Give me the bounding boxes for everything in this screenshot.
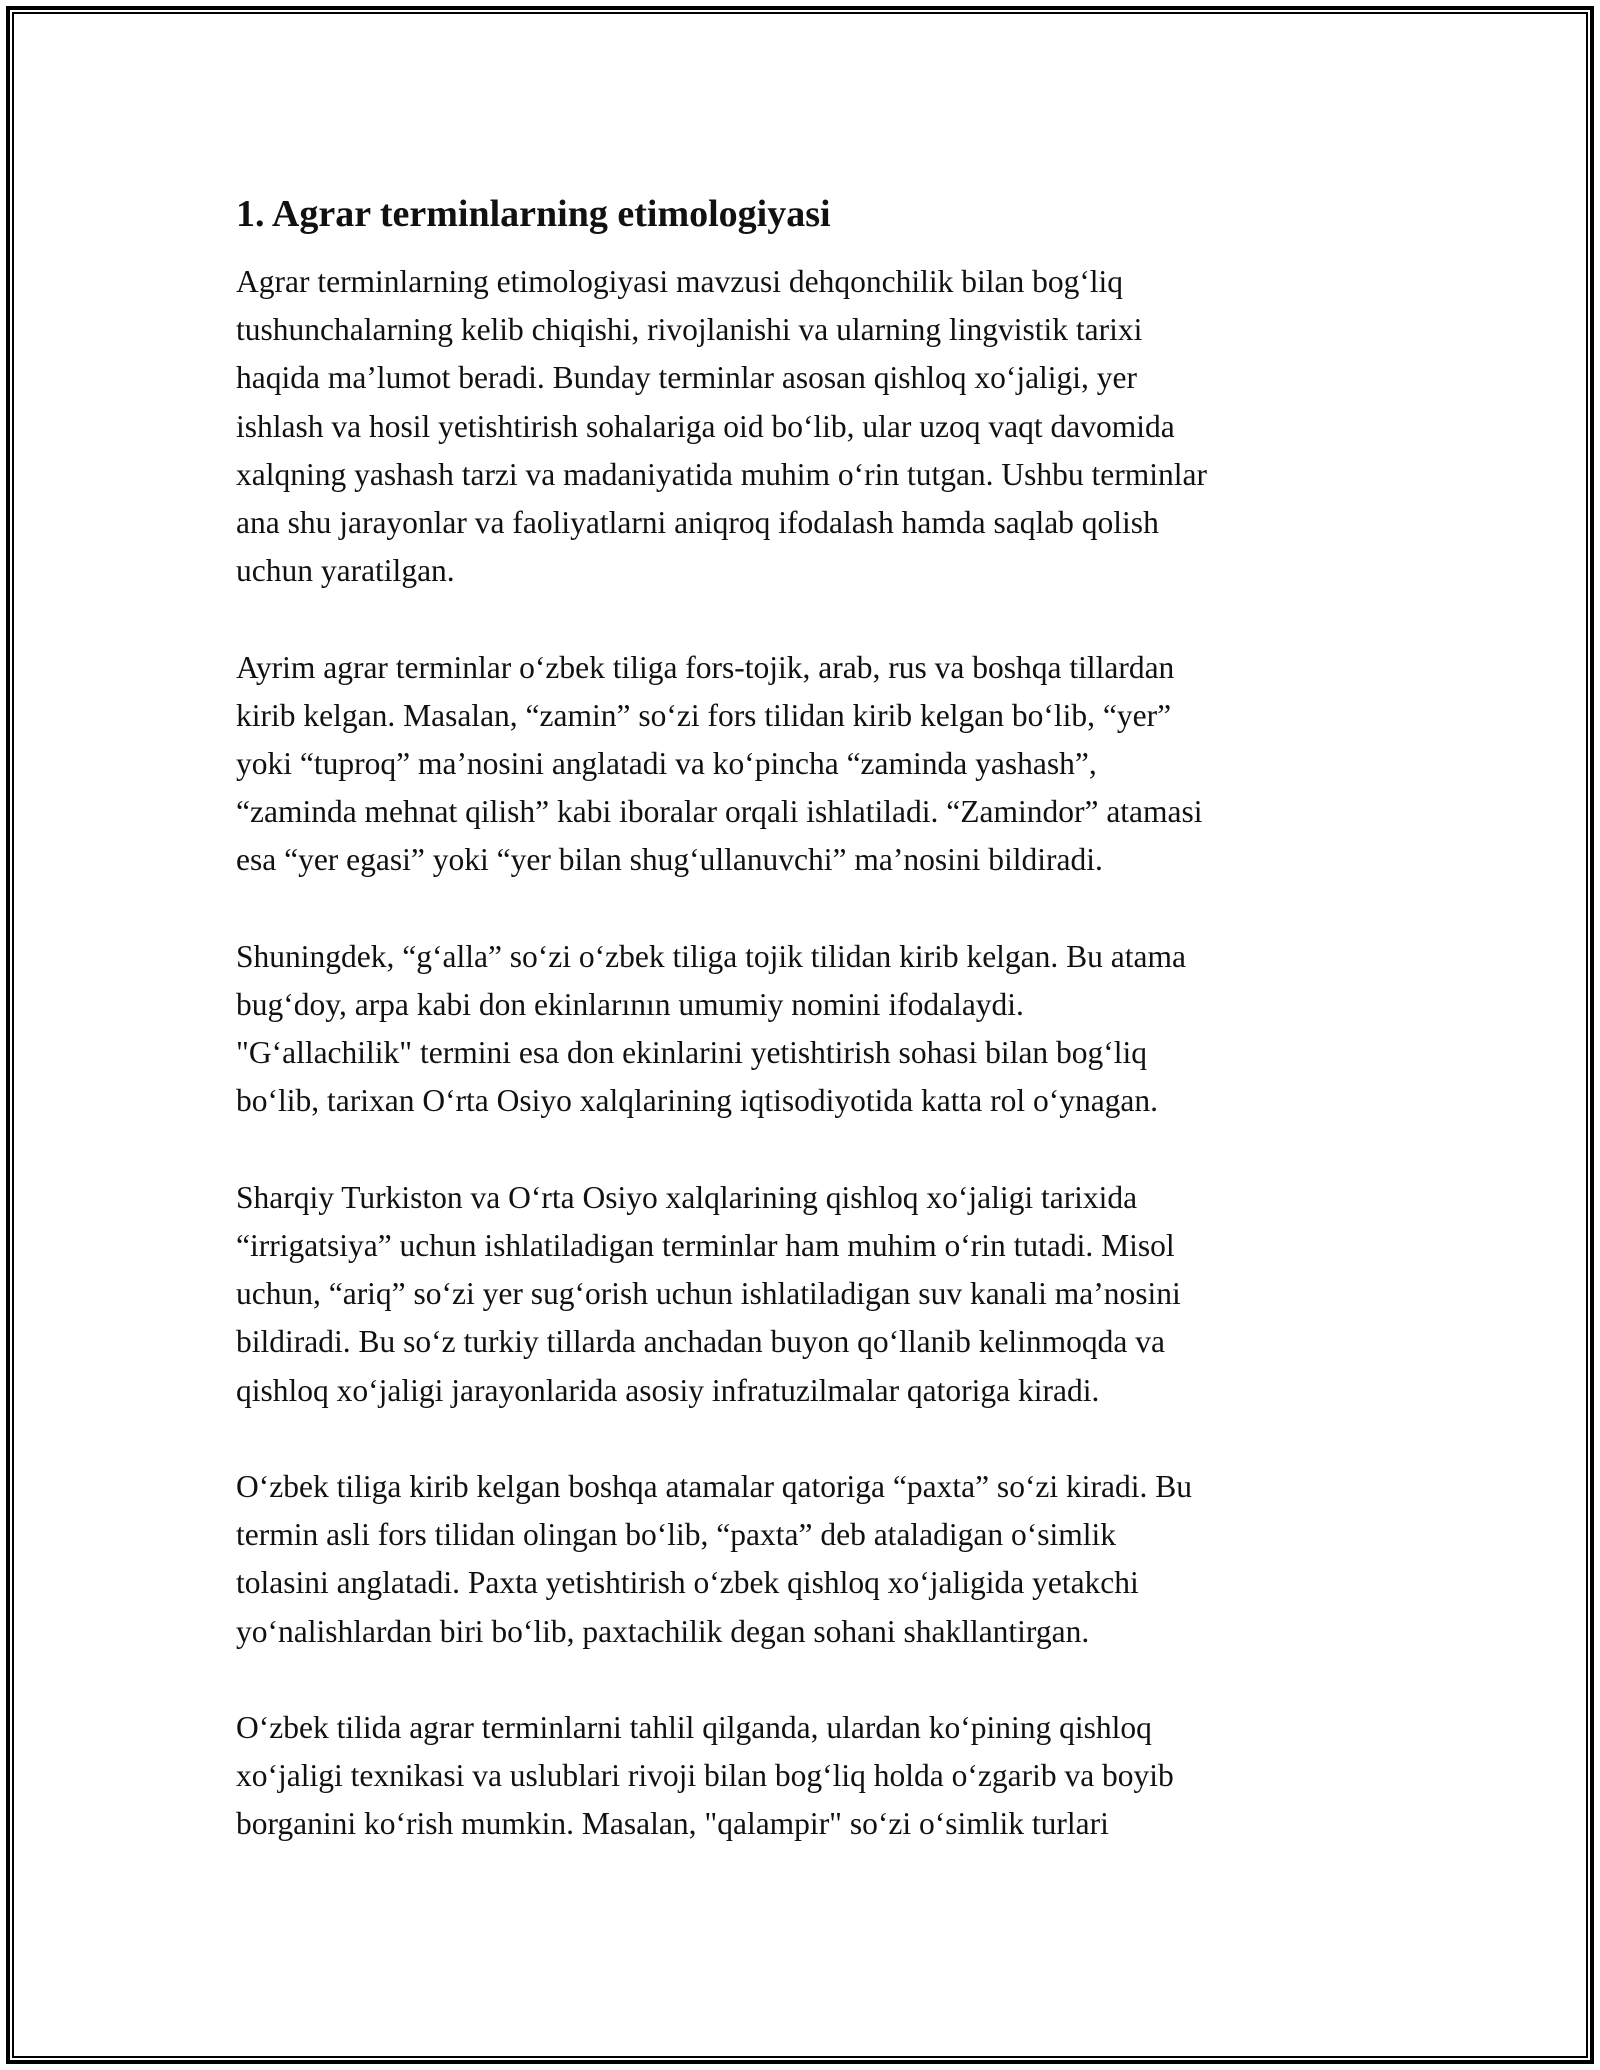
paragraph-line: “zaminda mehnat qilish” kabi iboralar orqali ishlatiladi. “Zamindor” atamasi xyxy=(236,794,1203,830)
paragraph-line: uchun yaratilgan. xyxy=(236,553,455,589)
paragraph-line: O‘zbek tilida agrar terminlarni tahlil qilganda, ulardan ko‘pining qishloq xyxy=(236,1710,1152,1746)
paragraph-line: ana shu jarayonlar va faoliyatlarni aniqroq ifodalash hamda saqlab qolish xyxy=(236,505,1159,541)
paragraph-2 xyxy=(236,644,1386,885)
paragraph-line: bo‘lib, tarixan O‘rta Osiyo xalqlarining iqtisodiyotida katta rol o‘ynagan. xyxy=(236,1083,1159,1119)
paragraph-line: ishlash va hosil yetishtirish sohalariga oid bo‘lib, ular uzoq vaqt davomida xyxy=(236,408,1175,444)
paragraph-line: “irrigatsiya” uchun ishlatiladigan terminlar ham muhim o‘rin tutadi. Misol xyxy=(236,1228,1175,1264)
document-body xyxy=(236,188,1386,1897)
section-heading: 1. Agrar terminlarning etimologiyasi xyxy=(236,193,831,235)
paragraph-line: yoki “tuproq” ma’nosini anglatadi va ko‘pincha “zaminda yashash”, xyxy=(236,746,1097,782)
paragraph-line: Ayrim agrar terminlar o‘zbek tiliga fors-tojik, arab, rus va boshqa tillardan xyxy=(236,649,1175,685)
paragraph-line: tolasini anglatadi. Paxta yetishtirish o‘zbek qishloq xo‘jaligida yetakchi xyxy=(236,1565,1139,1601)
paragraph-line: xalqning yashash tarzi va madaniyatida muhim o‘rin tutgan. Ushbu terminlar xyxy=(236,456,1208,492)
paragraph-3 xyxy=(236,933,1386,1126)
paragraph-5 xyxy=(236,1463,1386,1656)
paragraph-line: haqida ma’lumot beradi. Bunday terminlar asosan qishloq xo‘jaligi, yer xyxy=(236,360,1138,396)
paragraph-1 xyxy=(236,258,1386,595)
paragraph-line: qishloq xo‘jaligi jarayonlarida asosiy infratuzilmalar qatoriga kiradi. xyxy=(236,1372,1100,1408)
paragraph-line: uchun, “ariq” so‘zi yer sug‘orish uchun ishlatiladigan suv kanali ma’nosini xyxy=(236,1276,1181,1312)
paragraph-line: yo‘nalishlardan biri bo‘lib, paxtachilik degan sohani shakllantirgan. xyxy=(236,1613,1090,1649)
paragraph-line: xo‘jaligi texnikasi va uslublari rivoji bilan bog‘liq holda o‘zgarib va boyib xyxy=(236,1758,1174,1794)
paragraph-4 xyxy=(236,1174,1386,1415)
paragraph-line: tushunchalarning kelib chiqishi, rivojlanishi va ularning lingvistik tarixi xyxy=(236,312,1143,348)
paragraph-line: Shuningdek, “g‘alla” so‘zi o‘zbek tiliga tojik tilidan kirib kelgan. Bu atama xyxy=(236,938,1186,974)
paragraph-line: bug‘doy, arpa kabi don ekinlarının umumiy nomini ifodalaydi. xyxy=(236,987,1024,1023)
paragraph-line: kirib kelgan. Masalan, “zamin” so‘zi fors tilidan kirib kelgan bo‘lib, “yer” xyxy=(236,697,1172,733)
paragraph-line: borganini ko‘rish mumkin. Masalan, "qalampir" so‘zi o‘simlik turlari xyxy=(236,1806,1109,1842)
paragraph-6 xyxy=(236,1704,1386,1849)
paragraph-line: esa “yer egasi” yoki “yer bilan shug‘ullanuvchi” ma’nosini bildiradi. xyxy=(236,842,1103,878)
paragraph-line: Sharqiy Turkiston va O‘rta Osiyo xalqlarining qishloq xo‘jaligi tarixida xyxy=(236,1179,1138,1215)
paragraph-line: Agrar terminlarning etimologiyasi mavzusi dehqonchilik bilan bog‘liq xyxy=(236,264,1124,299)
paragraph-line: O‘zbek tiliga kirib kelgan boshqa atamalar qatoriga “paxta” so‘zi kiradi. Bu xyxy=(236,1469,1193,1505)
paragraph-line: bildiradi. Bu so‘z turkiy tillarda anchadan buyon qo‘llanib kelinmoqda va xyxy=(236,1324,1166,1360)
paragraph-line: termin asli fors tilidan olingan bo‘lib, “paxta” deb ataladigan o‘simlik xyxy=(236,1517,1117,1553)
paragraph-line: "G‘allachilik" termini esa don ekinlarini yetishtirish sohasi bilan bog‘liq xyxy=(236,1035,1148,1071)
